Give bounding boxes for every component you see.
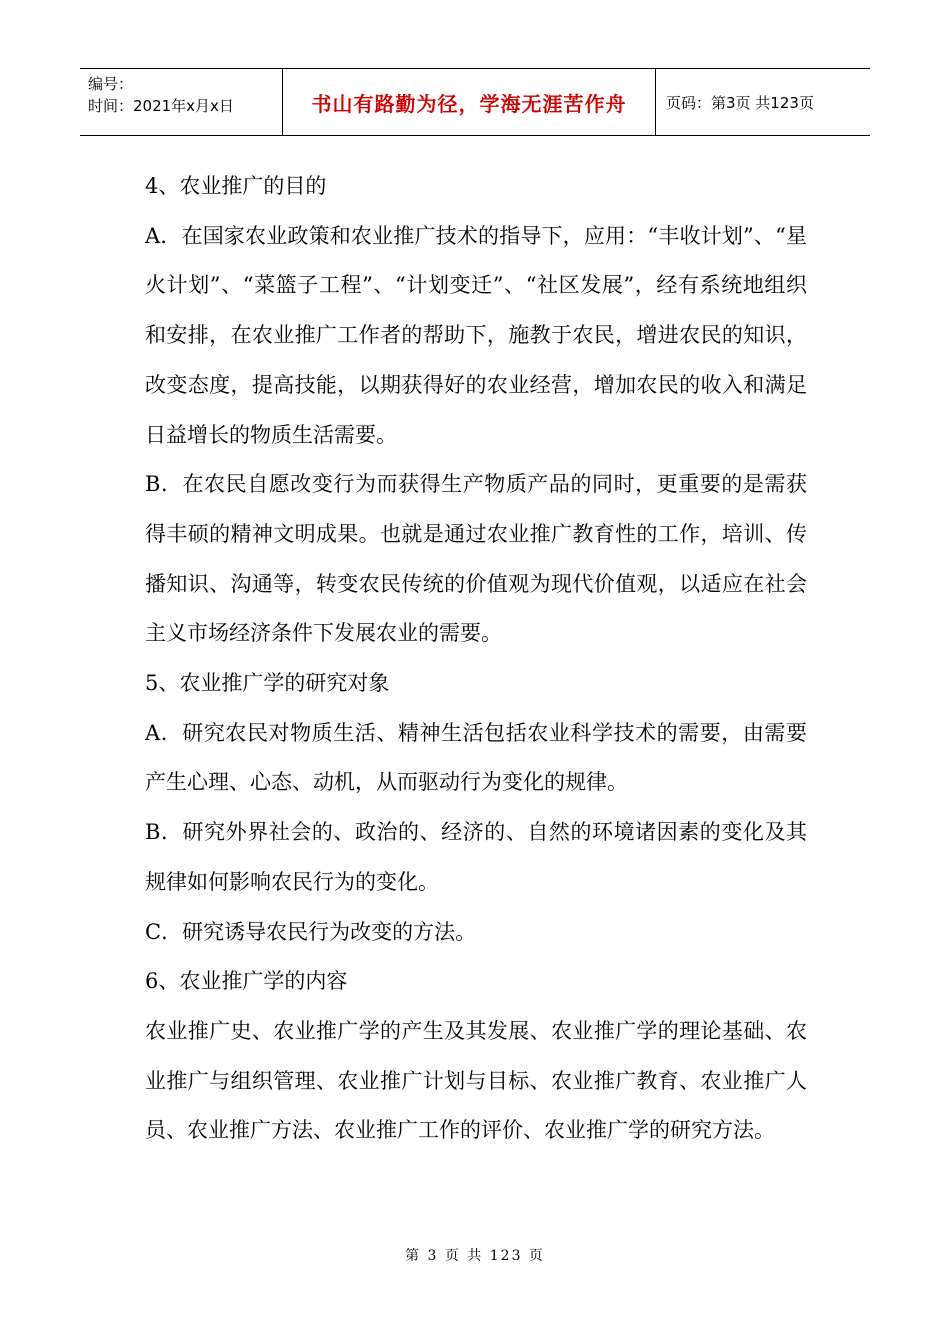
paragraph-4b: B．在农民自愿改变行为而获得生产物质产品的同时，更重要的是需获得丰硕的精神文明成果。也就是通过农业推广教育性的工作，培训、传播知识、沟通等，转变农民传统的价值观为现代价值观，以适应在社会主义市场经济条件下发展农业的需要。 — [145, 472, 807, 646]
section-heading-4: 4、农业推广的目的 — [145, 174, 327, 198]
paragraph-5c: C．研究诱导农民行为改变的方法。 — [145, 919, 477, 944]
header-motto-cell — [283, 69, 656, 135]
section-heading-6: 6、农业推广学的内容 — [145, 969, 348, 994]
paragraph-5a: A．研究农民对物质生活、精神生活包括农业科学技术的需要，由需要产生心理、心态、动机，从而驱动行为变化的规律。 — [145, 720, 807, 795]
section-heading-5: 5、农业推广学的研究对象 — [145, 671, 390, 696]
header-left-cell — [80, 69, 283, 135]
paragraph-5b: B．研究外界社会的、政治的、经济的、自然的环境诸因素的变化及其规律如何影响农民行为的变化。 — [145, 820, 807, 894]
header-motto: 书山有路勤为径，学海无涯苦作舟 — [311, 91, 627, 116]
paragraph-4a: A．在国家农业政策和农业推广技术的指导下，应用：“丰收计划”、“星火计划”、“菜篮子工程”、“计划变迁”、“社区发展”，经有系统地组织和安排，在农业推广工作者的帮助下，施教于农民，增进农民的知识，改变态度，提高技能，以期获得好的农业经营，增加农民的收入和满足日益增长的物质生活需要。 — [145, 223, 807, 447]
document-date: 时间：2021年x月x日 — [88, 97, 234, 115]
page-footer: 第 3 页 共 123 页 — [405, 1248, 545, 1264]
document-body — [145, 162, 807, 1156]
document-number-label: 编号： — [88, 75, 134, 93]
header-page-info-cell — [656, 69, 870, 135]
paragraph-6: 农业推广史、农业推广学的产生及其发展、农业推广学的理论基础、农业推广与组织管理、农业推广计划与目标、农业推广教育、农业推广人员、农业推广方法、农业推广工作的评价、农业推广学的研究方法。 — [145, 1018, 807, 1143]
header-page-info: 页码：第3页 共123页 — [666, 93, 814, 112]
page-header — [80, 68, 870, 136]
